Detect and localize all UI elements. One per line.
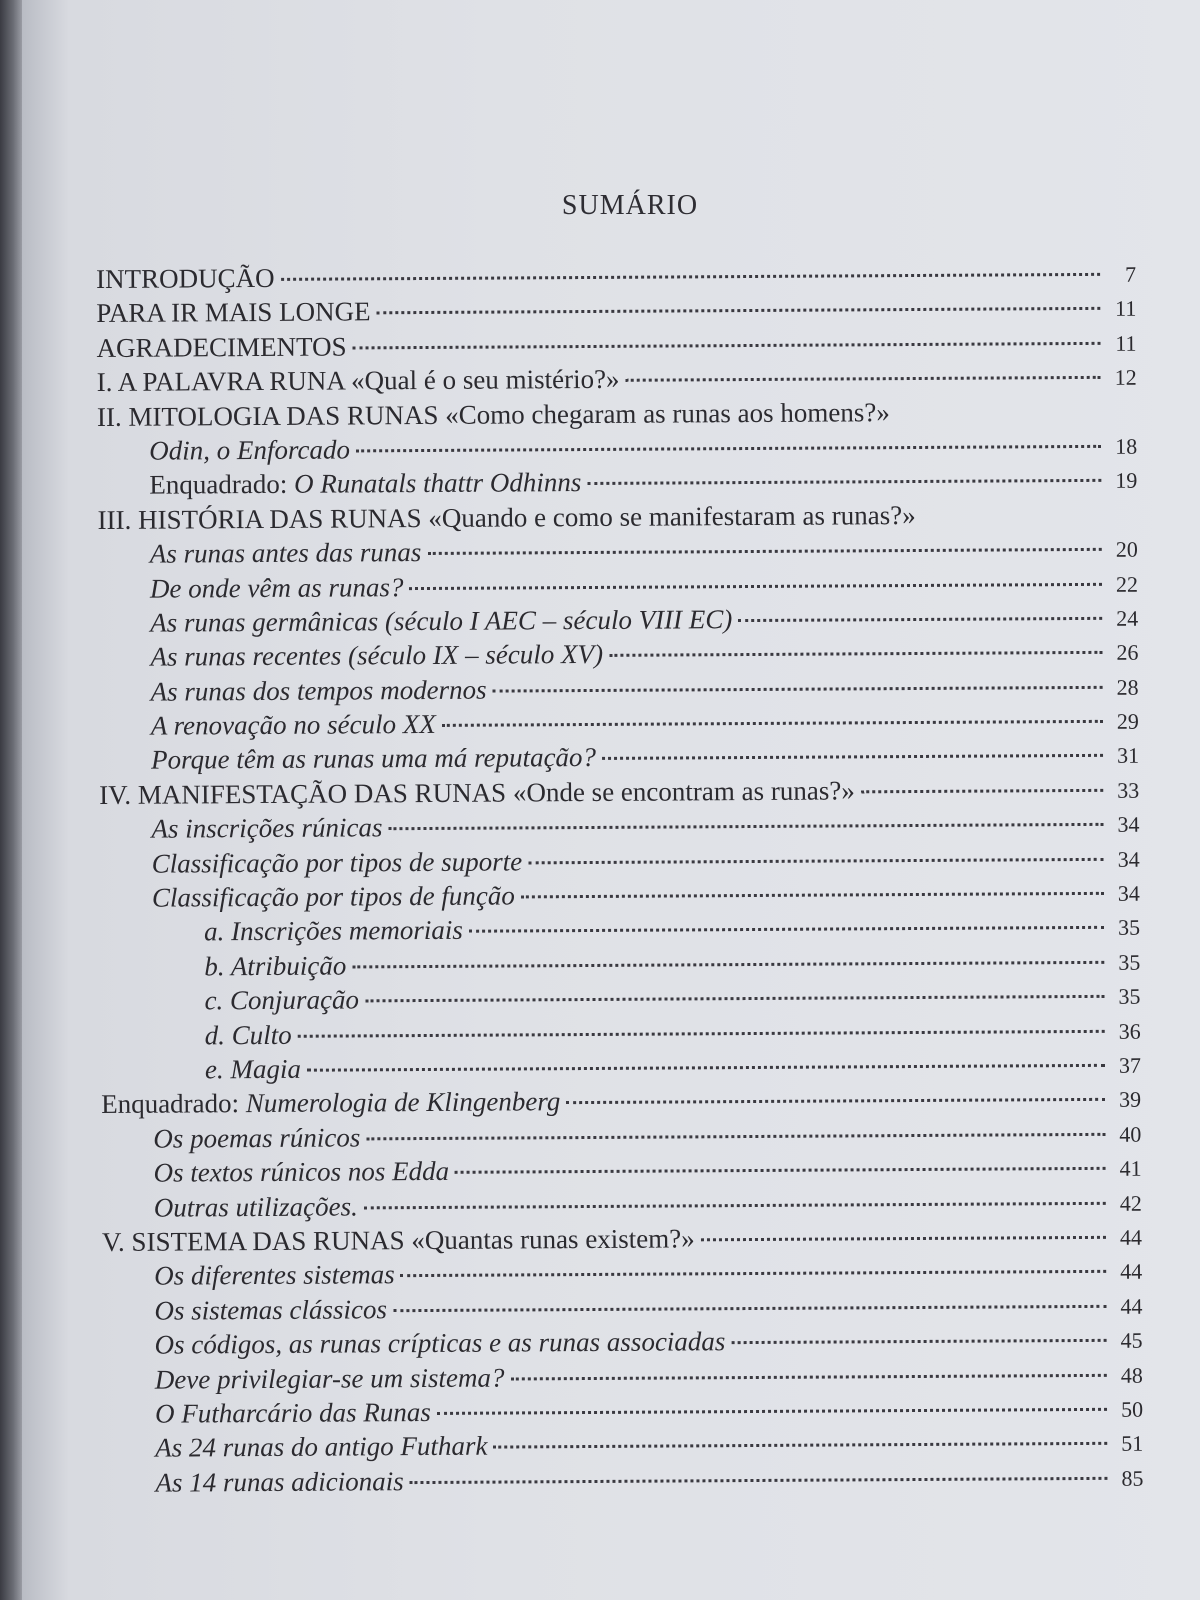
toc-entry-prefix: II. MITOLOGIA DAS RUNAS «Como chegaram as runas aos homens?» bbox=[96, 396, 890, 432]
toc-leader-dots bbox=[493, 686, 1103, 693]
toc-entry-label bbox=[97, 498, 915, 537]
toc-entry-italic-text: Os textos rúnicos nos Edda bbox=[153, 1156, 450, 1188]
toc-page-number: 35 bbox=[1118, 949, 1141, 975]
page-title: SUMÁRIO bbox=[561, 190, 699, 221]
toc-entry-label bbox=[149, 432, 350, 467]
toc-entry-italic-text: Classificação por tipos de suporte bbox=[151, 846, 523, 879]
toc-leader-dots bbox=[701, 1236, 1106, 1241]
toc-entry-italic-text: Os sistemas clássicos bbox=[154, 1293, 388, 1326]
toc-entry-italic-text: Odin, o Enforcado bbox=[149, 434, 350, 466]
toc-entry-italic-text: Deve privilegiar-se um sistema? bbox=[154, 1362, 505, 1395]
toc-entry-label bbox=[154, 1292, 387, 1327]
toc-page-number: 22 bbox=[1115, 571, 1139, 597]
toc-page-number: 44 bbox=[1119, 1224, 1143, 1250]
toc-entry-label bbox=[97, 362, 620, 399]
toc-entry-label bbox=[153, 1154, 449, 1190]
toc-entry-label bbox=[151, 707, 436, 743]
toc-entry-italic-text: Numerologia de Klingenberg bbox=[245, 1086, 561, 1119]
toc-page-number: 41 bbox=[1119, 1155, 1142, 1181]
toc-entry-label bbox=[155, 1464, 403, 1500]
toc-leader-dots bbox=[494, 1442, 1108, 1449]
toc-page-number: 45 bbox=[1120, 1327, 1143, 1353]
toc-page-number: 37 bbox=[1118, 1052, 1142, 1078]
toc-page-number: 48 bbox=[1120, 1362, 1143, 1388]
toc-page-number: 42 bbox=[1119, 1190, 1142, 1216]
toc-leader-dots bbox=[609, 651, 1102, 657]
toc-page-number: 44 bbox=[1120, 1293, 1143, 1319]
toc-leader-dots bbox=[388, 823, 1103, 830]
toc-leader-dots bbox=[442, 720, 1103, 727]
toc-entry-italic-text: As runas germânicas (século I AEC – século VIII EC) bbox=[150, 604, 733, 638]
toc-entry-label bbox=[150, 570, 404, 606]
toc-entry-italic-text: Porque têm as runas uma má reputação? bbox=[150, 742, 597, 776]
toc-page-number: 44 bbox=[1120, 1258, 1143, 1285]
toc-page-number: 24 bbox=[1116, 605, 1139, 631]
toc-leader-dots bbox=[455, 1167, 1106, 1174]
toc-leader-dots bbox=[409, 582, 1102, 589]
toc-page-number: 18 bbox=[1115, 433, 1138, 459]
toc-entry-prefix: I. A PALAVRA RUNA «Qual é o seu mistério?» bbox=[96, 363, 620, 398]
table-of-contents bbox=[96, 256, 1144, 1500]
toc-entry-italic-text: a. Inscrições memoriais bbox=[204, 915, 463, 947]
toc-leader-dots bbox=[738, 617, 1102, 622]
toc-entry-italic-text: A renovação no século XX bbox=[150, 709, 436, 741]
toc-page-number: 12 bbox=[1114, 364, 1137, 390]
toc-entry-label bbox=[150, 637, 603, 674]
toc-page-number: 29 bbox=[1116, 708, 1139, 734]
toc-page-number: 34 bbox=[1117, 880, 1140, 906]
toc-leader-dots bbox=[427, 548, 1101, 555]
toc-leader-dots bbox=[281, 273, 1101, 281]
toc-entry-label bbox=[101, 1085, 560, 1122]
toc-entry-italic-text: d. Culto bbox=[204, 1019, 292, 1050]
toc-entry-italic-text: Classificação por tipos de função bbox=[151, 880, 515, 913]
toc-page-number: 34 bbox=[1117, 811, 1140, 838]
toc-entry-label bbox=[155, 1395, 431, 1431]
toc-entry-prefix: AGRADECIMENTOS bbox=[96, 331, 347, 363]
toc-leader-dots bbox=[365, 995, 1105, 1003]
toc-entry bbox=[103, 1459, 1143, 1500]
toc-entry-label bbox=[149, 465, 581, 502]
toc-entry-italic-text: Os poemas rúnicos bbox=[153, 1122, 361, 1154]
toc-entry-label bbox=[153, 1120, 360, 1155]
toc-entry-italic-text: As runas antes das runas bbox=[149, 537, 422, 569]
toc-entry-label bbox=[155, 1360, 505, 1396]
toc-entry-italic-text: As inscrições rúnicas bbox=[151, 812, 383, 844]
toc-leader-dots bbox=[356, 445, 1101, 453]
toc-entry-prefix: IV. MANIFESTAÇÃO DAS RUNAS «Onde se encontram as runas?» bbox=[99, 775, 855, 810]
toc-leader-dots bbox=[469, 926, 1104, 933]
toc-entry-label bbox=[96, 295, 371, 331]
toc-entry-label bbox=[102, 1221, 695, 1259]
toc-leader-dots bbox=[861, 789, 1103, 793]
toc-entry-italic-text: De onde vêm as runas? bbox=[149, 571, 404, 604]
toc-page-number: 35 bbox=[1118, 983, 1141, 1009]
toc-page-number: 31 bbox=[1116, 743, 1140, 769]
toc-entry-prefix: V. SISTEMA DAS RUNAS «Quantas runas existem?» bbox=[101, 1223, 695, 1257]
toc-leader-dots bbox=[626, 376, 1101, 382]
toc-entry-italic-text: e. Magia bbox=[204, 1053, 302, 1085]
toc-page-number: 28 bbox=[1116, 674, 1139, 700]
toc-leader-dots bbox=[410, 1477, 1108, 1484]
toc-entry-italic-text: O Futharcário das Runas bbox=[154, 1396, 431, 1429]
toc-entry-italic-text: Os códigos, as runas crípticas e as runas associadas bbox=[154, 1326, 726, 1360]
toc-leader-dots bbox=[364, 1201, 1106, 1209]
toc-entry-prefix: PARA IR MAIS LONGE bbox=[96, 296, 371, 329]
toc-page-number: 51 bbox=[1121, 1430, 1144, 1457]
toc-entry-label bbox=[205, 1017, 292, 1052]
toc-leader-dots bbox=[521, 892, 1104, 899]
toc-leader-dots bbox=[353, 342, 1101, 350]
toc-entry-label bbox=[154, 1258, 395, 1293]
toc-page-number: 33 bbox=[1117, 777, 1140, 803]
toc-page-number: 26 bbox=[1116, 639, 1139, 666]
toc-entry-label bbox=[152, 878, 515, 914]
toc-leader-dots bbox=[731, 1339, 1106, 1344]
toc-entry-italic-text: As 24 runas do antigo Futhark bbox=[155, 1430, 488, 1463]
toc-page-number: 36 bbox=[1118, 1018, 1141, 1044]
toc-leader-dots bbox=[393, 1305, 1106, 1312]
toc-entry-label bbox=[205, 1052, 301, 1087]
toc-entry-italic-text: As 14 runas adicionais bbox=[155, 1465, 404, 1498]
toc-entry-label bbox=[96, 329, 346, 365]
toc-entry-label bbox=[204, 948, 346, 983]
toc-page-number: 11 bbox=[1115, 296, 1137, 322]
toc-entry-prefix: Enquadrado: bbox=[149, 469, 295, 501]
toc-leader-dots bbox=[587, 479, 1101, 485]
toc-entry-label bbox=[151, 811, 382, 846]
toc-entry-prefix: Enquadrado: bbox=[101, 1088, 246, 1120]
toc-page-number: 39 bbox=[1119, 1087, 1142, 1113]
book-spine-shadow bbox=[0, 0, 22, 1600]
toc-entry-italic-text: O Runatals thattr Odhinns bbox=[293, 467, 582, 500]
toc-page-number: 20 bbox=[1115, 536, 1138, 562]
toc-page-number: 35 bbox=[1118, 915, 1141, 941]
toc-leader-dots bbox=[307, 1064, 1105, 1072]
toc-entry-italic-text: b. Atribuição bbox=[204, 950, 347, 982]
toc-page-number: 11 bbox=[1115, 330, 1137, 356]
toc-page-number: 40 bbox=[1119, 1121, 1142, 1147]
toc-entry-label bbox=[99, 773, 855, 812]
toc-page-number: 85 bbox=[1121, 1465, 1144, 1491]
toc-entry-label bbox=[155, 1429, 487, 1465]
toc-leader-dots bbox=[366, 1133, 1105, 1141]
toc-entry-label bbox=[151, 672, 487, 708]
toc-page-number: 50 bbox=[1120, 1396, 1144, 1422]
toc-entry-label bbox=[151, 740, 596, 777]
toc-entry-label bbox=[97, 395, 890, 434]
toc-entry-label bbox=[204, 983, 359, 1018]
toc-leader-dots bbox=[352, 961, 1104, 969]
toc-leader-dots bbox=[401, 1270, 1107, 1277]
toc-entry-label bbox=[155, 1324, 726, 1361]
toc-leader-dots bbox=[298, 1029, 1105, 1037]
toc-entry-prefix: III. HISTÓRIA DAS RUNAS «Quando e como se manifestaram as runas?» bbox=[97, 499, 916, 535]
toc-entry-label bbox=[150, 602, 732, 640]
toc-entry-label bbox=[150, 535, 422, 571]
toc-page-number: 34 bbox=[1117, 846, 1140, 872]
toc-entry-prefix: INTRODUÇÃO bbox=[96, 262, 275, 294]
toc-entry-label bbox=[204, 913, 463, 949]
toc-entry-italic-text: Outras utilizações. bbox=[153, 1190, 358, 1223]
toc-entry-italic-text: Os diferentes sistemas bbox=[154, 1259, 395, 1291]
toc-page-number: 7 bbox=[1125, 261, 1137, 287]
toc-entry-italic-text: c. Conjuração bbox=[204, 984, 360, 1016]
toc-entry-label bbox=[152, 844, 523, 880]
toc-leader-dots bbox=[437, 1408, 1107, 1415]
toc-leader-dots bbox=[377, 307, 1101, 314]
toc-entry-label bbox=[154, 1189, 358, 1224]
toc-leader-dots bbox=[566, 1098, 1105, 1104]
toc-leader-dots bbox=[602, 754, 1103, 760]
toc-entry-label bbox=[96, 261, 275, 296]
toc-page-number: 19 bbox=[1115, 467, 1138, 494]
toc-entry-italic-text: As runas dos tempos modernos bbox=[150, 674, 487, 707]
toc-entry-italic-text: As runas recentes (século IX – século XV) bbox=[150, 639, 604, 672]
toc-leader-dots bbox=[528, 857, 1104, 864]
toc-leader-dots bbox=[510, 1373, 1106, 1380]
